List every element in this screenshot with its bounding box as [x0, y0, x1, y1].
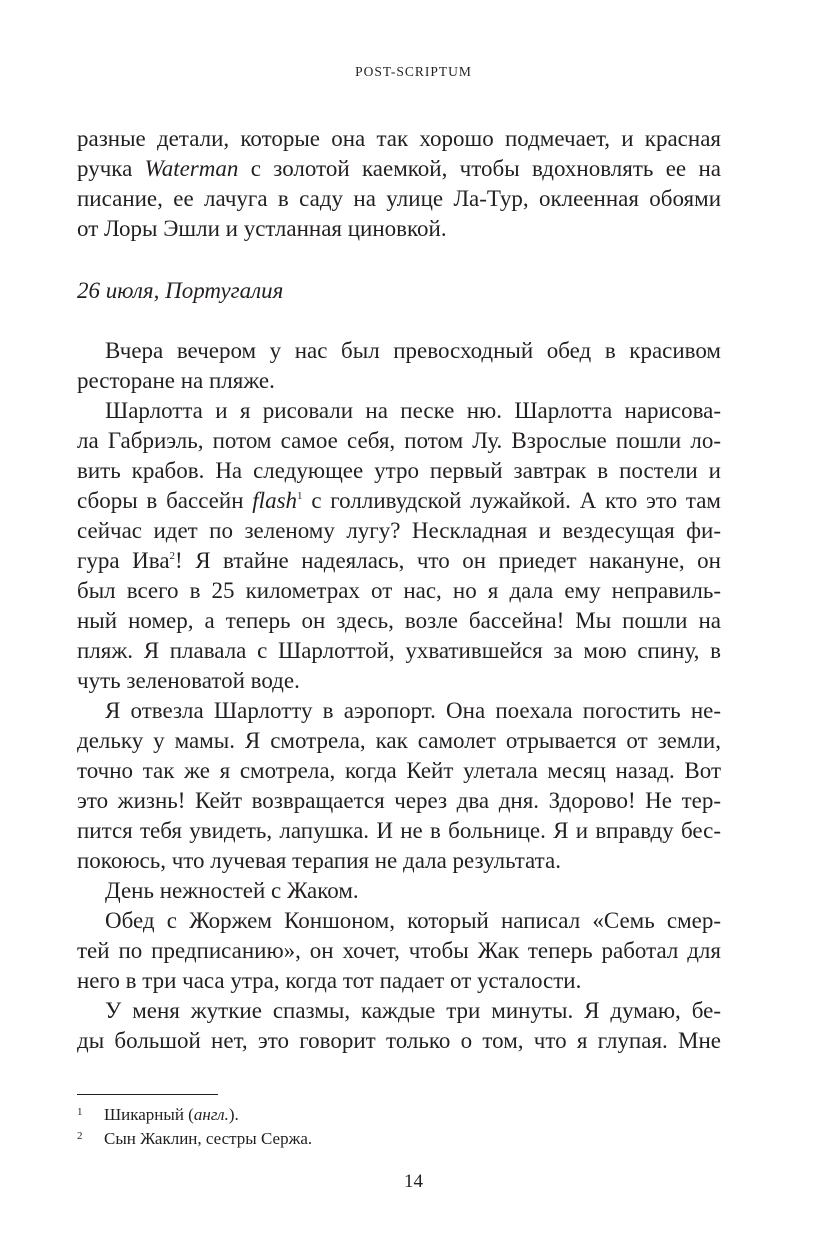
text-line: дельку у мамы. Я смотрела, как самолет отрывается от земли,	[77, 728, 721, 753]
text-line: ный номер, а теперь он здесь, возле бассейна! Мы пошли на	[77, 608, 721, 633]
text-line: чуть зеленоватой воде.	[77, 668, 300, 693]
text-line: ды большой нет, это говорит только о том, что я глупая. Мне	[77, 1028, 721, 1053]
text-line: У меня жуткие спазмы, каждые три минуты. Я думаю, бе-	[105, 998, 721, 1023]
footnote-ref: 1	[297, 490, 303, 502]
italic-term: flash	[252, 488, 298, 513]
text-line: тей по предписанию», он хочет, чтобы Жак теперь работал для	[77, 938, 721, 963]
text-line: вить крабов. На следующее утро первый завтрак в постели и	[77, 458, 721, 483]
text-line: пится тебя увидеть, лапушка. И не в больнице. Я и вправду бес-	[77, 818, 721, 843]
text-line: День нежностей с Жаком.	[105, 878, 359, 903]
text-line: от Лоры Эшли и устланная циновкой.	[77, 216, 447, 241]
italic-term: Waterman	[144, 156, 239, 181]
footnote-mark: 1	[77, 1106, 83, 1118]
text-line: разные детали, которые она так хорошо подмечает, и красная	[77, 126, 721, 151]
text-line: ручка Waterman с золотой каемкой, чтобы вдохновлять ее на	[77, 156, 721, 181]
text-line: Вчера вечером у нас был превосходный обед в красивом	[105, 338, 721, 363]
text-line: пляж. Я плавала с Шарлоттой, ухватившейся за мою спину, в	[77, 638, 721, 663]
running-head: POST-SCRIPTUM	[355, 64, 472, 79]
text-line: писание, ее лачуга в саду на улице Ла-Тур, оклеенная обоями	[77, 186, 721, 211]
text-line: ла Габриэль, потом самое себя, потом Лу. Взрослые пошли ло-	[77, 428, 721, 453]
text-line: Я отвезла Шарлотту в аэропорт. Она поехала погостить не-	[105, 698, 721, 723]
footnote: 1 Шикарный (англ.).	[77, 1101, 239, 1126]
text-line: сборы в бассейн flash$^1$ с голливудской лужайкой. А кто это там	[77, 488, 721, 513]
text-line: покоюсь, что лучевая терапия не дала результата.	[77, 848, 561, 873]
footnote: 2 Сын Жаклин, сестры Сержа.	[77, 1125, 312, 1150]
text-line: него в три часа утра, когда тот падает от усталости.	[77, 968, 582, 993]
text-line: гура Ива$^2$! Я втайне надеялась, что он приедет накануне, он	[77, 548, 721, 573]
footnote-ref: 2	[169, 550, 176, 562]
text-line: Шарлотта и я рисовали на песке ню. Шарлотта нарисова-	[105, 398, 721, 423]
text-line: это жизнь! Кейт возвращается через два дня. Здорово! Не тер-	[77, 788, 721, 813]
footnote-divider	[77, 1094, 218, 1095]
text-line: Обед с Жоржем Коншоном, который написал «Семь смер-	[105, 908, 721, 933]
text-line: ресторане на пляже.	[77, 368, 275, 393]
entry-heading: 26 июля, Португалия	[77, 278, 284, 303]
footnote-mark: 2	[77, 1130, 83, 1142]
text-line: точно так же я смотрела, когда Кейт улетала месяц назад. Вот	[77, 758, 721, 783]
text-line: сейчас идет по зеленому лугу? Нескладная и вездесущая фи-	[77, 518, 721, 543]
page-number: 14	[404, 1171, 423, 1192]
text-line: был всего в 25 километрах от нас, но я дала ему неправиль-	[77, 578, 721, 603]
